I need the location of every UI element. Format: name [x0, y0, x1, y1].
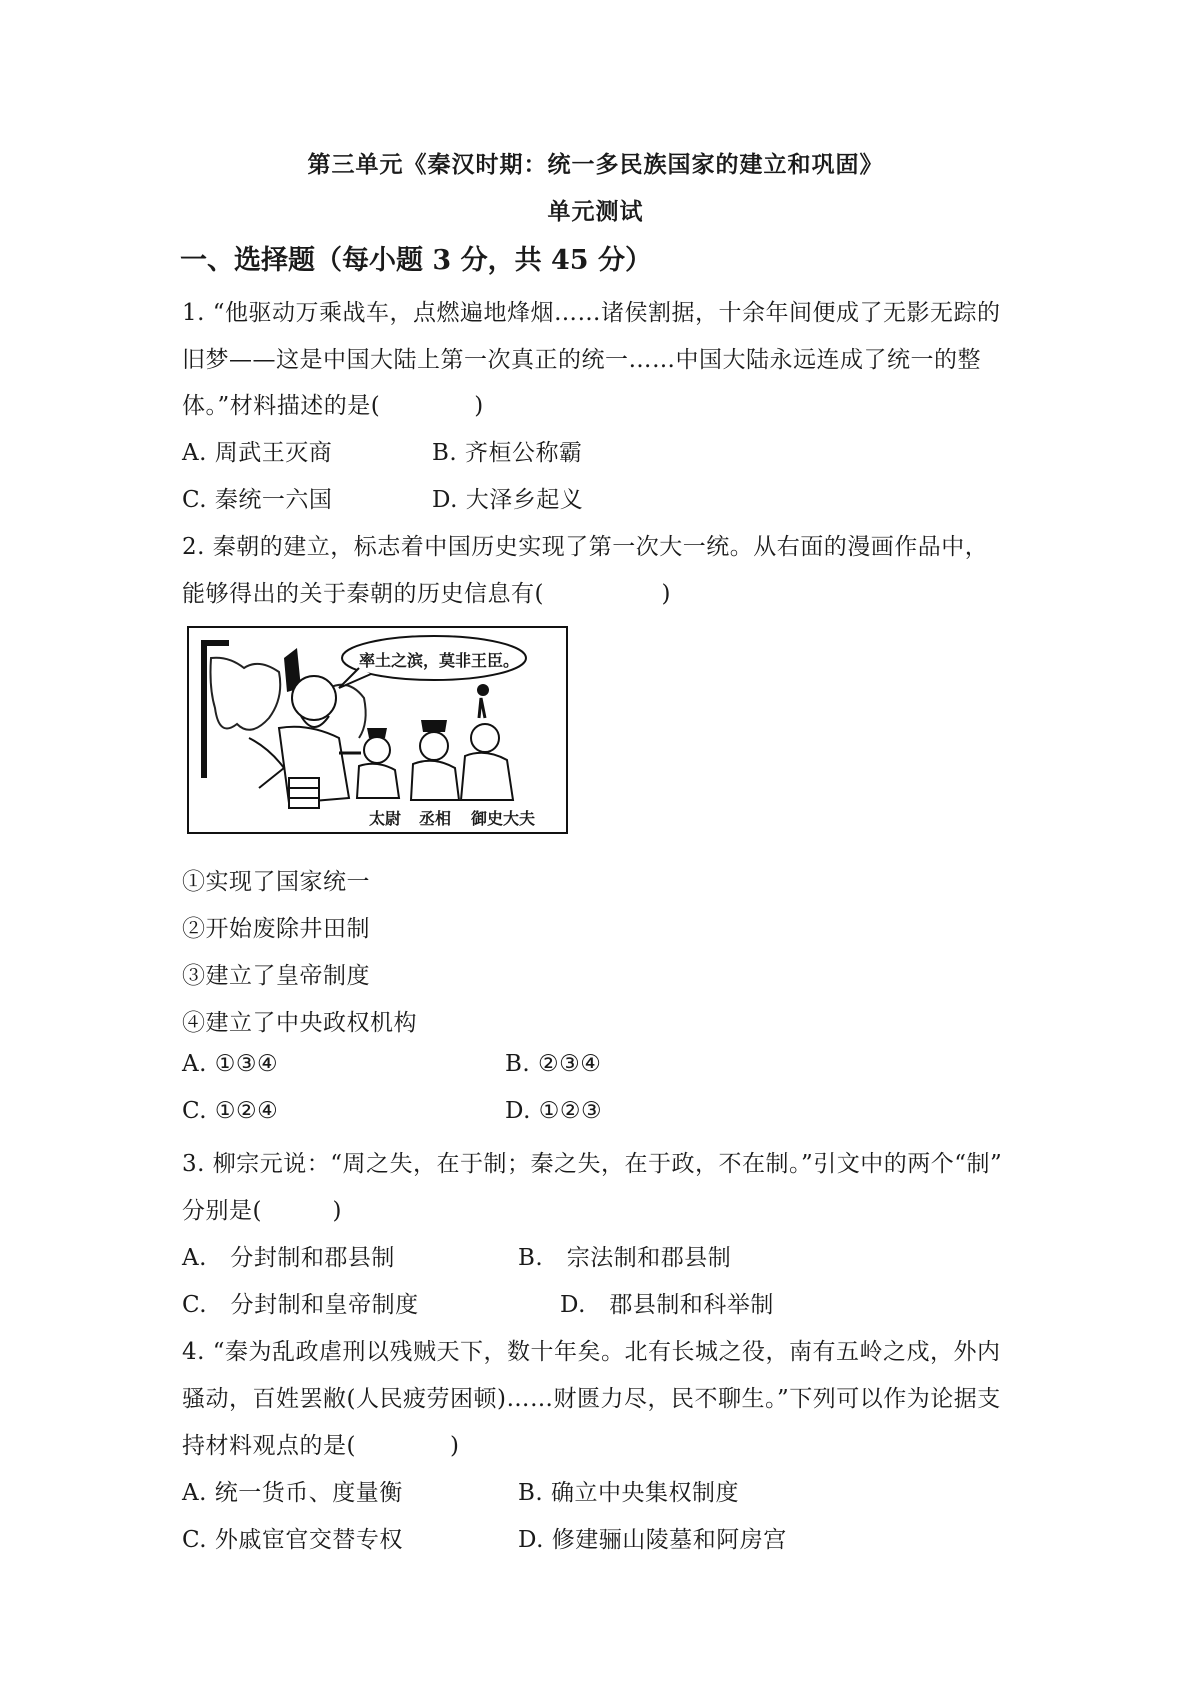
- q2-option-d[interactable]: D. ①②③: [505, 1098, 603, 1124]
- comic-illustration: [187, 626, 568, 834]
- q2-option-a[interactable]: A. ①③④: [182, 1051, 279, 1077]
- q1-option-d[interactable]: D. 大泽乡起义: [432, 487, 584, 513]
- q1-option-c[interactable]: C. 秦统一六国: [182, 487, 333, 513]
- q1-line-1: 1. “他驱动万乘战车，点燃遍地烽烟……诸侯割据，十余年间便成了无影无踪的: [182, 300, 1001, 326]
- document-subtitle: 单元测试: [547, 198, 644, 225]
- q2-option-c[interactable]: C. ①②④: [182, 1098, 279, 1124]
- q2-item-2: ②开始废除井田制: [182, 916, 370, 942]
- q3-option-a[interactable]: A. 分封制和郡县制: [182, 1245, 395, 1271]
- comic-caption-yushidafu: 御史大夫: [471, 809, 536, 828]
- q2-option-b[interactable]: B. ②③④: [505, 1051, 602, 1077]
- q3-line-2: 分别是( ): [182, 1198, 342, 1224]
- q3-option-c[interactable]: C. 分封制和皇帝制度: [182, 1292, 419, 1318]
- q1-line-3: 体。”材料描述的是( ): [182, 393, 484, 419]
- document-title: 第三单元《秦汉时期：统一多民族国家的建立和巩固》: [307, 151, 884, 178]
- comic-caption-chengxiang: 丞相: [419, 809, 452, 828]
- comic-caption-taiwei: 太尉: [369, 809, 402, 828]
- q4-line-2: 骚动，百姓罢敝(人民疲劳困顿)……财匮力尽，民不聊生。”下列可以作为论据支: [182, 1386, 1001, 1412]
- q3-option-d[interactable]: D. 郡县制和科举制: [560, 1292, 774, 1318]
- q1-option-b[interactable]: B. 齐桓公称霸: [432, 440, 583, 466]
- q3-line-1: 3. 柳宗元说：“周之失，在于制；秦之失，在于政，不在制。”引文中的两个“制”: [182, 1151, 1003, 1177]
- q1-option-a[interactable]: A. 周武王灭商: [182, 440, 333, 466]
- q4-line-3: 持材料观点的是( ): [182, 1433, 460, 1459]
- q2-line-2: 能够得出的关于秦朝的历史信息有( ): [182, 581, 671, 607]
- comic-speech-text: 率土之滨，莫非王臣。: [359, 651, 520, 670]
- q4-option-d[interactable]: D. 修建骊山陵墓和阿房宫: [518, 1527, 787, 1553]
- q4-line-1: 4. “秦为乱政虐刑以残贼天下，数十年矣。北有长城之役，南有五岭之戍，外内: [182, 1339, 1001, 1365]
- q4-option-b[interactable]: B. 确立中央集权制度: [518, 1480, 740, 1506]
- q4-option-c[interactable]: C. 外戚宦官交替专权: [182, 1527, 403, 1553]
- q2-item-1: ①实现了国家统一: [182, 869, 370, 895]
- q1-line-2: 旧梦——这是中国大陆上第一次真正的统一……中国大陆永远连成了统一的整: [182, 347, 981, 373]
- q4-option-a[interactable]: A. 统一货币、度量衡: [182, 1480, 403, 1506]
- q3-option-b[interactable]: B. 宗法制和郡县制: [518, 1245, 732, 1271]
- q2-item-3: ③建立了皇帝制度: [182, 963, 370, 989]
- section-heading: 一、选择题（每小题 3 分，共 45 分）: [180, 245, 652, 276]
- q2-line-1: 2. 秦朝的建立，标志着中国历史实现了第一次大一统。从右面的漫画作品中，: [182, 534, 989, 560]
- q2-item-4: ④建立了中央政权机构: [182, 1010, 417, 1036]
